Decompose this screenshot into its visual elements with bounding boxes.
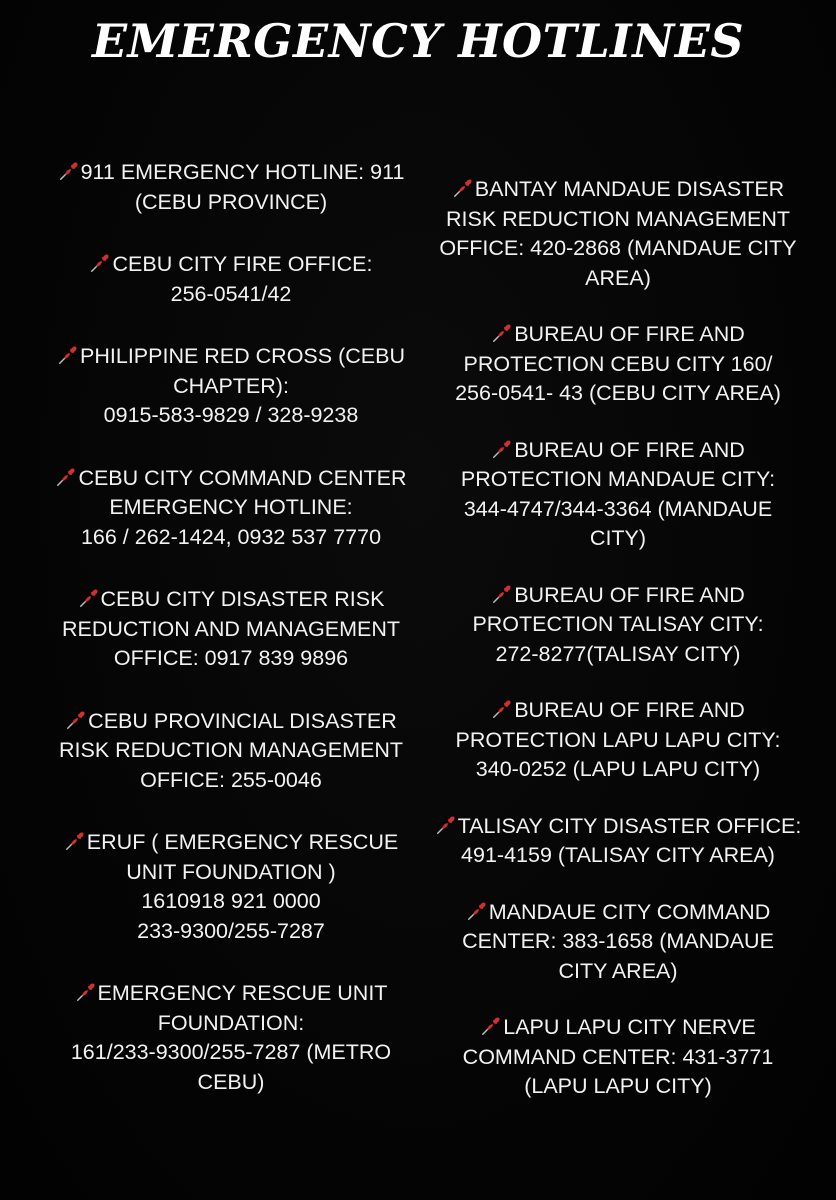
hotline-text: BUREAU OF FIRE AND PROTECTION TALISAY CITY: 272-8277(TALISAY CITY): [472, 582, 764, 666]
pushpin-icon: [89, 252, 112, 276]
hotline-text: PHILIPPINE RED CROSS (CEBU CHAPTER): 0915-583-9829 / 328-9238: [80, 344, 405, 427]
hotline-entry: [430, 175, 806, 293]
hotline-entry: [430, 696, 806, 785]
pushpin-icon: [65, 709, 88, 733]
hotline-text: CEBU CITY FIRE OFFICE: 256-0541/42: [112, 252, 373, 306]
pushpin-icon: [57, 344, 80, 368]
hotline-text: TALISAY CITY DISASTER OFFICE: 491-4159 (TALISAY CITY AREA): [457, 813, 802, 867]
hotline-entry: [430, 581, 806, 670]
hotline-entry: [32, 158, 430, 217]
hotline-entry: [430, 320, 806, 409]
hotline-text: LAPU LAPU CITY NERVE COMMAND CENTER: 431-3771 (LAPU LAPU CITY): [462, 1015, 774, 1098]
hotline-text: 911 EMERGENCY HOTLINE: 911 (CEBU PROVINCE): [80, 160, 405, 214]
hotline-entry: [430, 812, 806, 871]
pushpin-icon: [435, 814, 458, 838]
hotline-text: BUREAU OF FIRE AND PROTECTION CEBU CITY 160/ 256-0541- 43 (CEBU CITY AREA): [455, 322, 781, 405]
pushpin-icon: [78, 587, 101, 611]
page-title: EMERGENCY HOTLINES: [91, 14, 745, 68]
pushpin-icon: [64, 830, 87, 854]
pushpin-icon: [452, 177, 475, 201]
hotline-entry: [430, 1013, 806, 1102]
hotline-text: MANDAUE CITY COMMAND CENTER: 383-1658 (MANDAUE CITY AREA): [462, 899, 774, 983]
hotline-list-right: [430, 175, 806, 1129]
hotline-entry: [32, 828, 430, 946]
pushpin-icon: [75, 981, 98, 1005]
hotline-entry: [32, 342, 430, 431]
hotline-text: CEBU CITY COMMAND CENTER EMERGENCY HOTLINE: 166 / 262-1424, 0932 537 7770: [78, 465, 407, 549]
hotline-entry: [32, 585, 430, 674]
pushpin-icon: [491, 698, 514, 722]
hotline-text: CEBU CITY DISASTER RISK REDUCTION AND MANAGEMENT OFFICE: 0917 839 9896: [61, 587, 401, 670]
hotline-entry: [32, 707, 430, 796]
pushpin-icon: [491, 322, 514, 346]
pushpin-icon: [491, 583, 514, 607]
hotline-text: CEBU PROVINCIAL DISASTER RISK REDUCTION MANAGEMENT OFFICE: 255-0046: [58, 708, 404, 792]
hotline-list-left: [32, 158, 430, 1130]
hotline-entry: [430, 898, 806, 987]
hotline-text: EMERGENCY RESCUE UNIT FOUNDATION: 161/233-9300/255-7287 (METRO CEBU): [70, 981, 392, 1094]
pushpin-icon: [491, 438, 514, 462]
hotline-text: BANTAY MANDAUE DISASTER RISK REDUCTION MANAGEMENT OFFICE: 420-2868 (MANDAUE CITY AREA): [439, 177, 797, 290]
hotline-entry: [32, 250, 430, 309]
hotline-entry: [32, 979, 430, 1097]
pushpin-icon: [58, 160, 81, 184]
pushpin-icon: [55, 466, 78, 490]
pushpin-icon: [480, 1015, 503, 1039]
hotline-entry: [32, 464, 430, 553]
hotline-text: BUREAU OF FIRE AND PROTECTION MANDAUE CITY: 344-4747/344-3364 (MANDAUE CITY): [460, 437, 776, 550]
hotline-text: BUREAU OF FIRE AND PROTECTION LAPU LAPU CITY: 340-0252 (LAPU LAPU CITY): [455, 698, 781, 781]
pushpin-icon: [466, 900, 489, 924]
hotline-entry: [430, 436, 806, 554]
hotline-text: ERUF ( EMERGENCY RESCUE UNIT FOUNDATION ) 1610918 921 0000 233-9300/255-7287: [86, 830, 399, 943]
